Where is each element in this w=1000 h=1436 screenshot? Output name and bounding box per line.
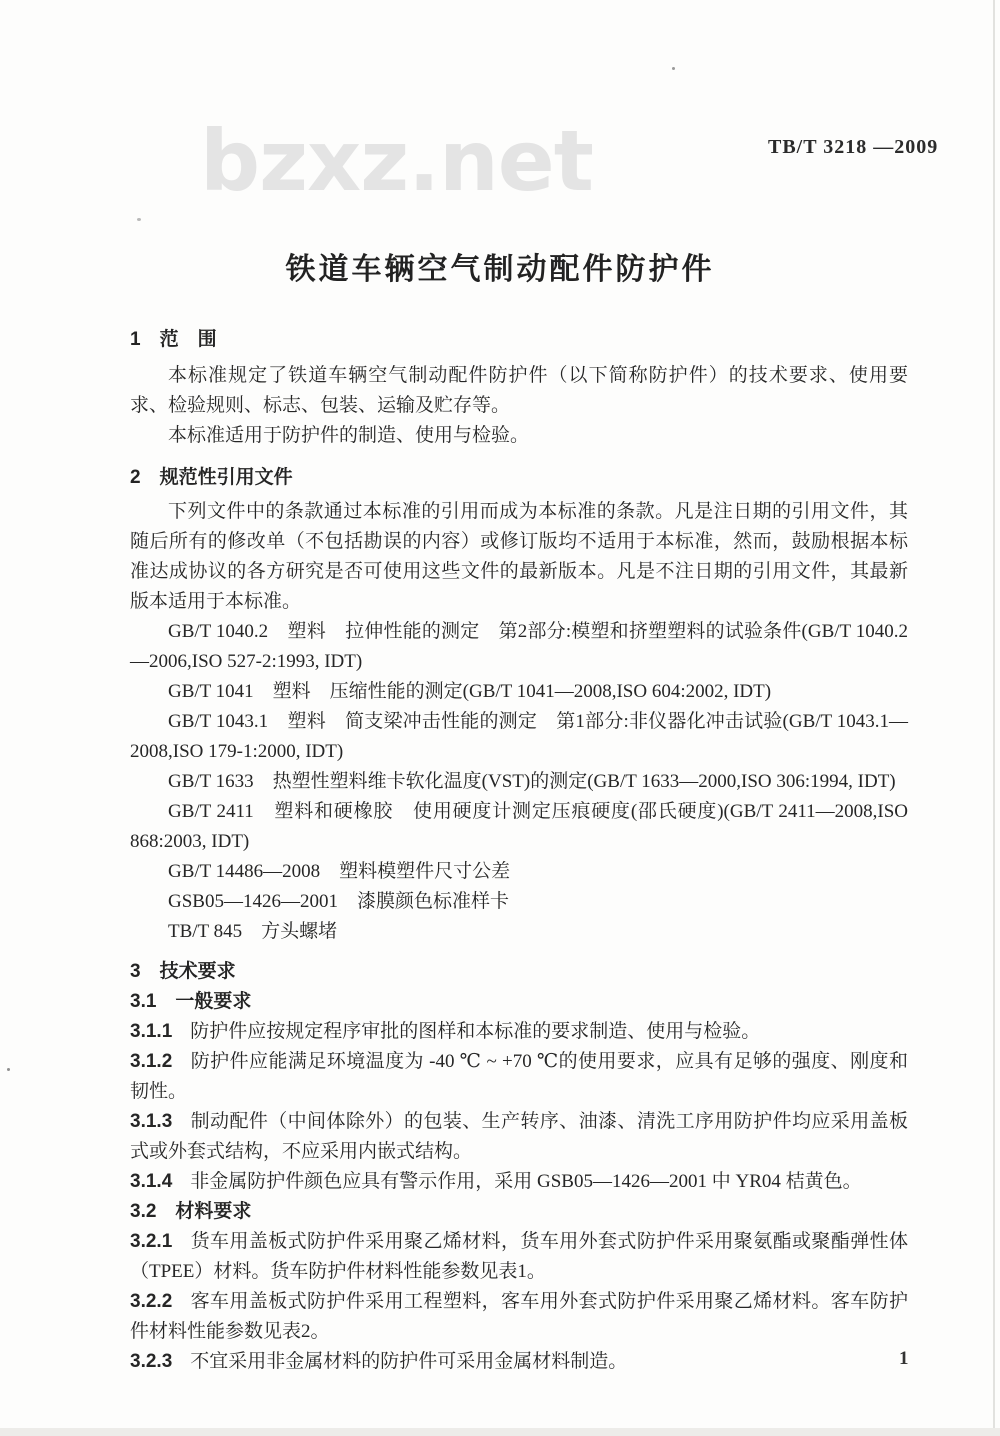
section-1-paragraph-1: 本标准规定了铁道车辆空气制动配件防护件（以下简称防护件）的技术要求、使用要求、检验规则、标志、包装、运输及贮存等。 xyxy=(130,365,908,416)
section-2-intro: 下列文件中的条款通过本标准的引用而成为本标准的条款。凡是注日期的引用文件，其随后所有的修改单（不包括勘误的内容）或修订版均不适用于本标准，然而，鼓励根据本标准达成协议的各方研究是否可使用这些文件的最新版本。凡是不注日期的引用文件，其最新版本适用于本标准。 xyxy=(130,501,908,612)
clause-3-2-3 xyxy=(130,1347,908,1377)
clause-text: 制动配件（中间体除外）的包装、生产转序、油漆、清洗工序用防护件均应采用盖板式或外套式结构，不应采用内嵌式结构。 xyxy=(130,1111,908,1162)
clause-number: 3.2.1 xyxy=(130,1231,173,1252)
clause-text: 货车用盖板式防护件采用聚乙烯材料，货车用外套式防护件采用聚氨酯或聚酯弹性体（TPEE）材料。货车防护件材料性能参数见表1。 xyxy=(130,1231,908,1282)
reference-item: GB/T 1043.1 塑料 简支梁冲击性能的测定 第1部分:非仪器化冲击试验(GB/T 1043.1—2008,ISO 179-1:2000, IDT) xyxy=(130,711,908,762)
section-1-heading: 1 范 围 xyxy=(130,329,217,350)
clause-text: 不宜采用非金属材料的防护件可采用金属材料制造。 xyxy=(190,1351,628,1372)
scan-speck xyxy=(137,218,141,221)
clause-3-1-1 xyxy=(130,1017,908,1047)
scan-speck xyxy=(672,67,675,70)
clause-3-2-1 xyxy=(130,1227,908,1287)
clause-3-2-2 xyxy=(130,1287,908,1347)
clause-number: 3.1.4 xyxy=(130,1171,173,1192)
section-1-paragraph-2: 本标准适用于防护件的制造、使用与检验。 xyxy=(168,425,530,446)
reference-item: GB/T 1041 塑料 压缩性能的测定(GB/T 1041—2008,ISO 604:2002, IDT) xyxy=(168,681,772,702)
standard-code: TB/T 3218 —2009 xyxy=(768,136,939,158)
reference-item: GB/T 1040.2 塑料 拉伸性能的测定 第2部分:模塑和挤塑塑料的试验条件(GB/T 1040.2—2006,ISO 527-2:1993, IDT) xyxy=(130,621,908,672)
page-edge-right xyxy=(993,0,995,1436)
section-3-heading: 3 技术要求 xyxy=(130,961,236,982)
scan-speck xyxy=(7,1068,10,1071)
section-2-heading: 2 规范性引用文件 xyxy=(130,467,293,488)
clause-3-1-3 xyxy=(130,1107,908,1167)
page-edge-bottom xyxy=(0,1428,1000,1436)
section-3-1-heading: 3.1 一般要求 xyxy=(130,991,252,1012)
reference-item: GSB05—1426—2001 漆膜颜色标准样卡 xyxy=(168,891,509,912)
clause-3-1-2 xyxy=(130,1047,908,1107)
reference-item: GB/T 2411 塑料和硬橡胶 使用硬度计测定压痕硬度(邵氏硬度)(GB/T 2411—2008,ISO 868:2003, IDT) xyxy=(130,801,908,852)
reference-item: TB/T 845 方头螺堵 xyxy=(168,921,338,942)
clause-number: 3.1.2 xyxy=(130,1051,173,1072)
clause-text: 非金属防护件颜色应具有警示作用，采用 GSB05—1426—2001 中 YR04 桔黄色。 xyxy=(190,1171,862,1192)
reference-item: GB/T 1633 热塑性塑料维卡软化温度(VST)的测定(GB/T 1633—2000,ISO 306:1994, IDT) xyxy=(168,771,896,792)
document-title: 铁道车辆空气制动配件防护件 xyxy=(285,253,715,286)
page-number: 1 xyxy=(899,1348,909,1369)
clause-number: 3.2.3 xyxy=(130,1351,173,1372)
watermark-bzxz-net: bzxz.net xyxy=(200,112,593,210)
reference-item: GB/T 14486—2008 塑料模塑件尺寸公差 xyxy=(168,861,511,882)
section-3-2-heading: 3.2 材料要求 xyxy=(130,1201,252,1222)
clause-3-1-4 xyxy=(130,1167,908,1197)
clause-text: 客车用盖板式防护件采用工程塑料，客车用外套式防护件采用聚乙烯材料。客车防护件材料性能参数见表2。 xyxy=(130,1291,908,1342)
clause-number: 3.1.1 xyxy=(130,1021,173,1042)
clause-text: 防护件应能满足环境温度为 -40 ℃ ~ +70 ℃的使用要求，应具有足够的强度、刚度和韧性。 xyxy=(130,1051,908,1102)
clause-number: 3.2.2 xyxy=(130,1291,173,1312)
clause-number: 3.1.3 xyxy=(130,1111,173,1132)
clause-text: 防护件应按规定程序审批的图样和本标准的要求制造、使用与检验。 xyxy=(190,1021,761,1042)
page-body xyxy=(130,313,908,1377)
